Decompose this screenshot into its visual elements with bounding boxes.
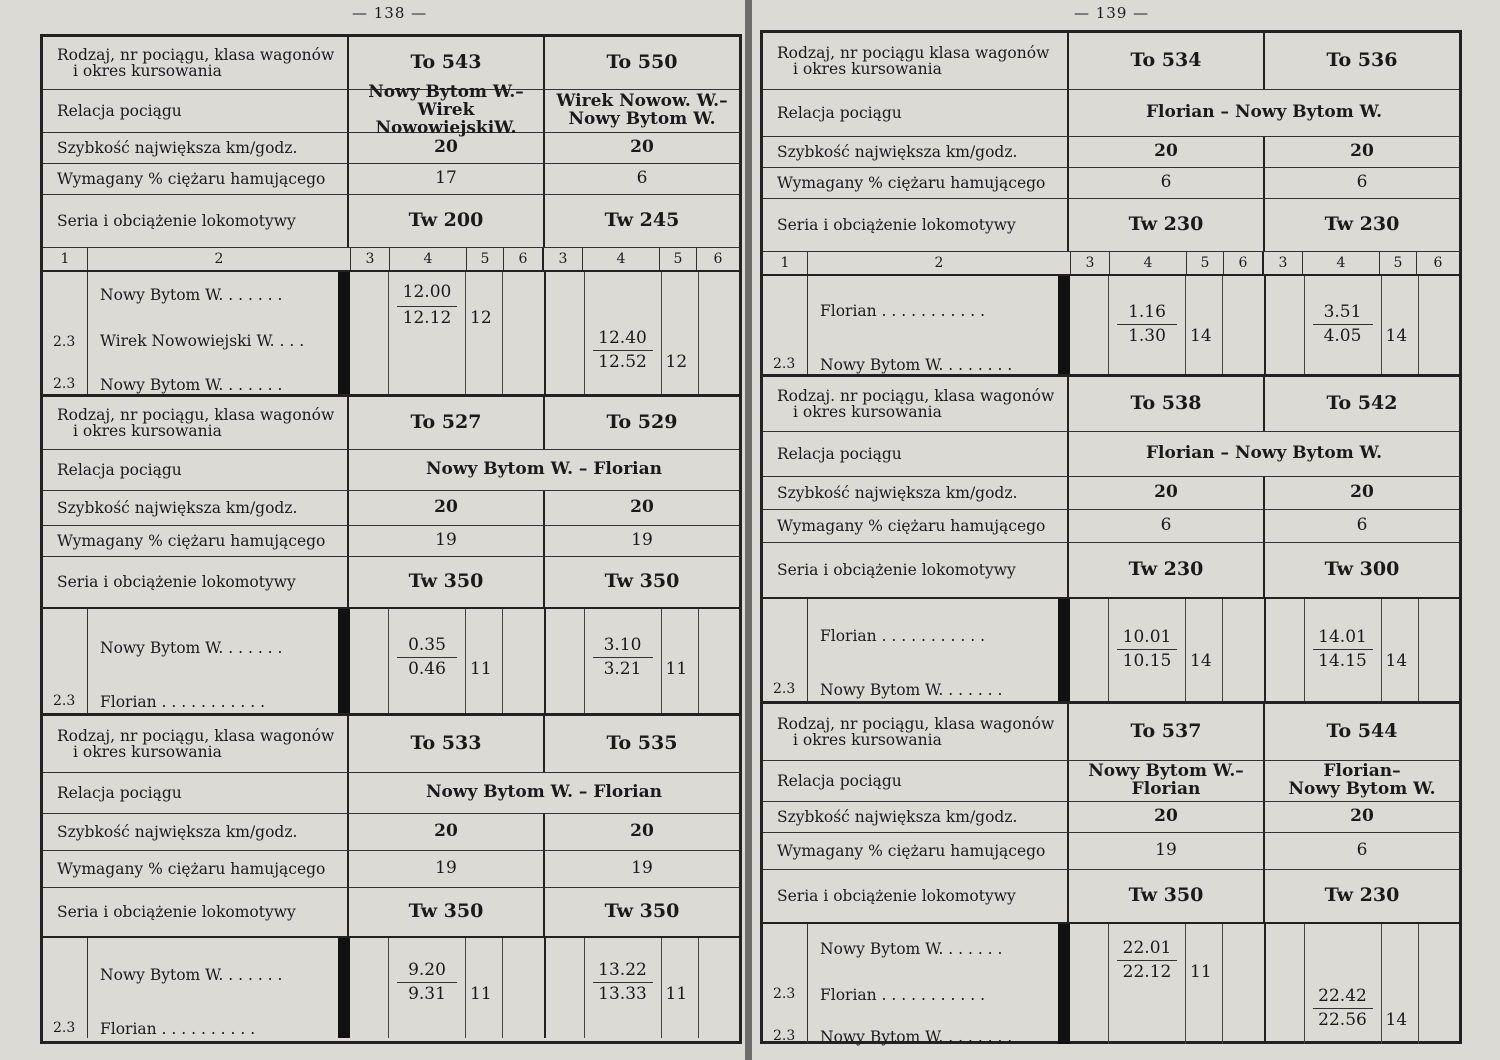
kind-label: Rodzaj, nr pociągu, klasa wagonów i okres kursowania [763, 704, 1069, 760]
departure-time: 1.30 [1128, 326, 1166, 346]
left-page [0, 0, 748, 1060]
separator-bar [338, 272, 350, 394]
run-time: 14 [1385, 326, 1408, 346]
train-brake: 19 [435, 858, 457, 879]
train-name: To 537 [1130, 720, 1202, 743]
train-loco: Tw 230 [1128, 213, 1204, 236]
arrival-time: 22.42 [1318, 986, 1367, 1006]
train-relation: Nowy Bytom W.– Florian [1088, 761, 1244, 799]
station-name: Florian . . . . . . . . . . . [820, 986, 986, 1004]
kind-label: Rodzaj, nr pociągu klasa wagonów i okres kursowania [763, 33, 1069, 89]
timetable-left [40, 34, 742, 1044]
timetable-section [763, 276, 1459, 377]
run-time: 11 [665, 984, 688, 1004]
train-speed: 20 [1263, 477, 1459, 509]
speed-label: Szybkość największa km/godz. [43, 491, 349, 525]
train-brake: 17 [435, 168, 457, 189]
train-relation: Florian – Nowy Bytom W. [1145, 443, 1382, 464]
train-loco: Tw 245 [543, 195, 739, 247]
run-time: 11 [665, 659, 688, 679]
timetable-right [760, 30, 1462, 1044]
separator-bar [1058, 599, 1070, 701]
departure-time: 12.52 [598, 352, 647, 372]
train-speed: 20 [1154, 482, 1178, 503]
arrival-time: 3.51 [1323, 302, 1362, 322]
arrival-time: 22.01 [1122, 938, 1172, 958]
page-number: — 139 — [1074, 4, 1150, 22]
separator-bar [338, 609, 350, 713]
train-relation: Nowy Bytom W. – Florian [425, 459, 662, 480]
column-numbers: 1 2 3 4 5 6 3 4 5 6 [763, 252, 1459, 276]
train-block-2 [43, 397, 739, 716]
train-name: To 535 [543, 716, 739, 772]
loco-label: Seria i obciążenie lokomotywy [43, 557, 349, 607]
separator-bar [338, 938, 350, 1038]
timetable-section [763, 599, 1459, 704]
train-block-1 [763, 33, 1459, 377]
train-brake: 6 [1160, 172, 1172, 193]
timetable-section [43, 609, 739, 716]
column-numbers: 1 2 3 4 5 6 3 4 5 6 [43, 248, 739, 272]
train-loco: Tw 300 [1263, 543, 1459, 597]
kind-label: Rodzaj. nr pociągu, klasa wagonów i okres kursowania [763, 377, 1069, 431]
train-relation: Nowy Bytom W. – Florian [425, 782, 662, 803]
brake-label: Wymagany % ciężaru hamującego [763, 168, 1069, 198]
train-name: To 527 [410, 411, 482, 434]
train-brake: 19 [543, 526, 739, 556]
departure-time: 14.15 [1318, 651, 1367, 671]
loco-label: Seria i obciążenie lokomotywy [763, 199, 1069, 251]
arrival-time: 10.01 [1122, 627, 1172, 647]
station-name: Florian . . . . . . . . . . . [820, 627, 986, 645]
arrival-time: 0.35 [408, 635, 446, 655]
run-time: 11 [470, 659, 492, 679]
train-brake: 6 [543, 164, 739, 194]
station-name: Nowy Bytom W. . . . . . . . [820, 356, 1013, 374]
loco-label: Seria i obciążenie lokomotywy [43, 888, 349, 936]
run-time: 12 [665, 352, 688, 372]
train-loco: Tw 350 [1128, 884, 1204, 907]
run-time: 14 [1385, 1010, 1408, 1030]
run-time: 11 [1190, 962, 1212, 982]
kind-label: Rodzaj, nr pociągu, klasa wagonów i okres kursowania [43, 37, 349, 89]
train-loco: Tw 230 [1263, 199, 1459, 251]
train-speed: 20 [1154, 806, 1178, 827]
station-name: Nowy Bytom W. . . . . . . [100, 966, 283, 984]
arrival-time: 9.20 [408, 960, 446, 980]
brake-label: Wymagany % ciężaru hamującego [43, 526, 349, 556]
page-number: — 138 — [352, 4, 428, 22]
speed-label: Szybkość największa km/godz. [43, 814, 349, 850]
train-relation: Florian – Nowy Bytom W. [1145, 102, 1382, 123]
departure-time: 10.15 [1122, 651, 1172, 671]
departure-time: 4.05 [1323, 326, 1362, 346]
loco-label: Seria i obciążenie lokomotywy [763, 870, 1069, 922]
train-name: To 533 [410, 732, 482, 755]
train-brake: 19 [543, 851, 739, 887]
arrival-time: 13.22 [598, 960, 647, 980]
km-value: 2.3 [53, 376, 76, 392]
departure-time: 22.12 [1122, 962, 1172, 982]
train-name: To 538 [1130, 392, 1202, 415]
departure-time: 9.31 [408, 984, 446, 1004]
loco-label: Seria i obciążenie lokomotywy [43, 195, 349, 247]
train-brake: 19 [435, 530, 457, 551]
speed-label: Szybkość największa km/godz. [43, 133, 349, 163]
train-speed: 20 [434, 497, 458, 518]
train-block-3 [43, 716, 739, 1038]
train-speed: 20 [434, 137, 458, 158]
train-speed: 20 [543, 491, 739, 525]
arrival-time: 12.40 [598, 328, 647, 348]
train-name: To 534 [1130, 49, 1202, 72]
timetable-section [43, 272, 739, 397]
km-value: 2.3 [773, 986, 796, 1002]
train-relation: Florian– Nowy Bytom W. [1263, 761, 1459, 801]
station-name: Nowy Bytom W. . . . . . . [100, 286, 283, 304]
km-value: 2.3 [53, 334, 76, 350]
train-brake: 6 [1263, 510, 1459, 542]
brake-label: Wymagany % ciężaru hamującego [763, 833, 1069, 869]
station-name: Florian . . . . . . . . . . . [820, 302, 986, 320]
station-name: Nowy Bytom W. . . . . . . [100, 376, 283, 394]
train-loco: Tw 230 [1128, 558, 1204, 581]
kind-label: Rodzaj, nr pociągu, klasa wagonów i okres kursowania [43, 716, 349, 772]
train-brake: 6 [1263, 168, 1459, 198]
arrival-time: 1.16 [1128, 302, 1166, 322]
departure-time: 12.12 [402, 308, 452, 328]
station-name: Florian . . . . . . . . . . [100, 1020, 256, 1038]
km-value: 2.3 [53, 693, 76, 709]
loco-label: Seria i obciążenie lokomotywy [763, 543, 1069, 597]
run-time: 11 [470, 984, 492, 1004]
train-speed: 20 [1263, 802, 1459, 832]
speed-label: Szybkość największa km/godz. [763, 137, 1069, 167]
train-brake: 19 [1155, 840, 1177, 861]
station-name: Nowy Bytom W. . . . . . . [100, 639, 283, 657]
right-page [752, 0, 1500, 1060]
km-value: 2.3 [773, 681, 796, 697]
train-brake: 6 [1263, 833, 1459, 869]
train-name: To 550 [543, 37, 739, 89]
station-name: Nowy Bytom W. . . . . . . . [820, 1028, 1013, 1046]
run-time: 14 [1190, 326, 1212, 346]
train-loco: Tw 230 [1263, 870, 1459, 922]
departure-time: 0.46 [408, 659, 446, 679]
train-relation: Wirek Nowow. W.– Nowy Bytom W. [543, 90, 739, 132]
km-value: 2.3 [773, 356, 796, 372]
speed-label: Szybkość największa km/godz. [763, 802, 1069, 832]
train-speed: 20 [1154, 141, 1178, 162]
train-block-3 [763, 704, 1459, 1044]
timetable-section [763, 924, 1459, 1044]
train-speed: 20 [543, 133, 739, 163]
run-time: 14 [1385, 651, 1408, 671]
train-loco: Tw 350 [543, 888, 739, 936]
arrival-time: 14.01 [1318, 627, 1367, 647]
brake-label: Wymagany % ciężaru hamującego [43, 851, 349, 887]
train-speed: 20 [434, 821, 458, 842]
station-name: Nowy Bytom W. . . . . . . [820, 681, 1003, 699]
run-time: 14 [1190, 651, 1212, 671]
relation-label: Relacja pociągu [763, 90, 1069, 136]
timetable-section [43, 938, 739, 1038]
run-time: 12 [470, 308, 492, 328]
brake-label: Wymagany % ciężaru hamującego [763, 510, 1069, 542]
station-name: Florian . . . . . . . . . . . [100, 693, 266, 711]
speed-label: Szybkość największa km/godz. [763, 477, 1069, 509]
relation-label: Relacja pociągu [43, 90, 349, 132]
kind-label: Rodzaj, nr pociągu, klasa wagonów i okres kursowania [43, 397, 349, 449]
train-speed: 20 [543, 814, 739, 850]
train-loco: Tw 350 [408, 570, 484, 593]
station-name: Wirek Nowowiejski W. . . . [100, 332, 305, 350]
departure-time: 3.21 [603, 659, 642, 679]
relation-label: Relacja pociągu [43, 450, 349, 490]
train-loco: Tw 200 [408, 209, 484, 232]
train-relation: Nowy Bytom W.– Wirek NowowiejskiW. [368, 82, 524, 138]
train-name: To 544 [1263, 704, 1459, 760]
relation-label: Relacja pociągu [763, 761, 1069, 801]
train-brake: 6 [1160, 515, 1172, 536]
km-value: 2.3 [53, 1020, 76, 1036]
departure-time: 13.33 [598, 984, 647, 1004]
train-block-2 [763, 377, 1459, 704]
train-name: To 536 [1263, 33, 1459, 89]
train-loco: Tw 350 [408, 900, 484, 923]
train-name: To 529 [543, 397, 739, 449]
station-name: Nowy Bytom W. . . . . . . [820, 940, 1003, 958]
arrival-time: 3.10 [603, 635, 642, 655]
departure-time: 22.56 [1318, 1010, 1367, 1030]
train-loco: Tw 350 [543, 557, 739, 607]
relation-label: Relacja pociągu [763, 432, 1069, 476]
separator-bar [1058, 924, 1070, 1044]
train-name: To 543 [410, 51, 482, 74]
relation-label: Relacja pociągu [43, 773, 349, 813]
train-block-1 [43, 37, 739, 397]
arrival-time: 12.00 [402, 282, 452, 302]
train-name: To 542 [1263, 377, 1459, 431]
brake-label: Wymagany % ciężaru hamującego [43, 164, 349, 194]
separator-bar [1058, 276, 1070, 374]
train-speed: 20 [1263, 137, 1459, 167]
km-value: 2.3 [773, 1028, 796, 1044]
